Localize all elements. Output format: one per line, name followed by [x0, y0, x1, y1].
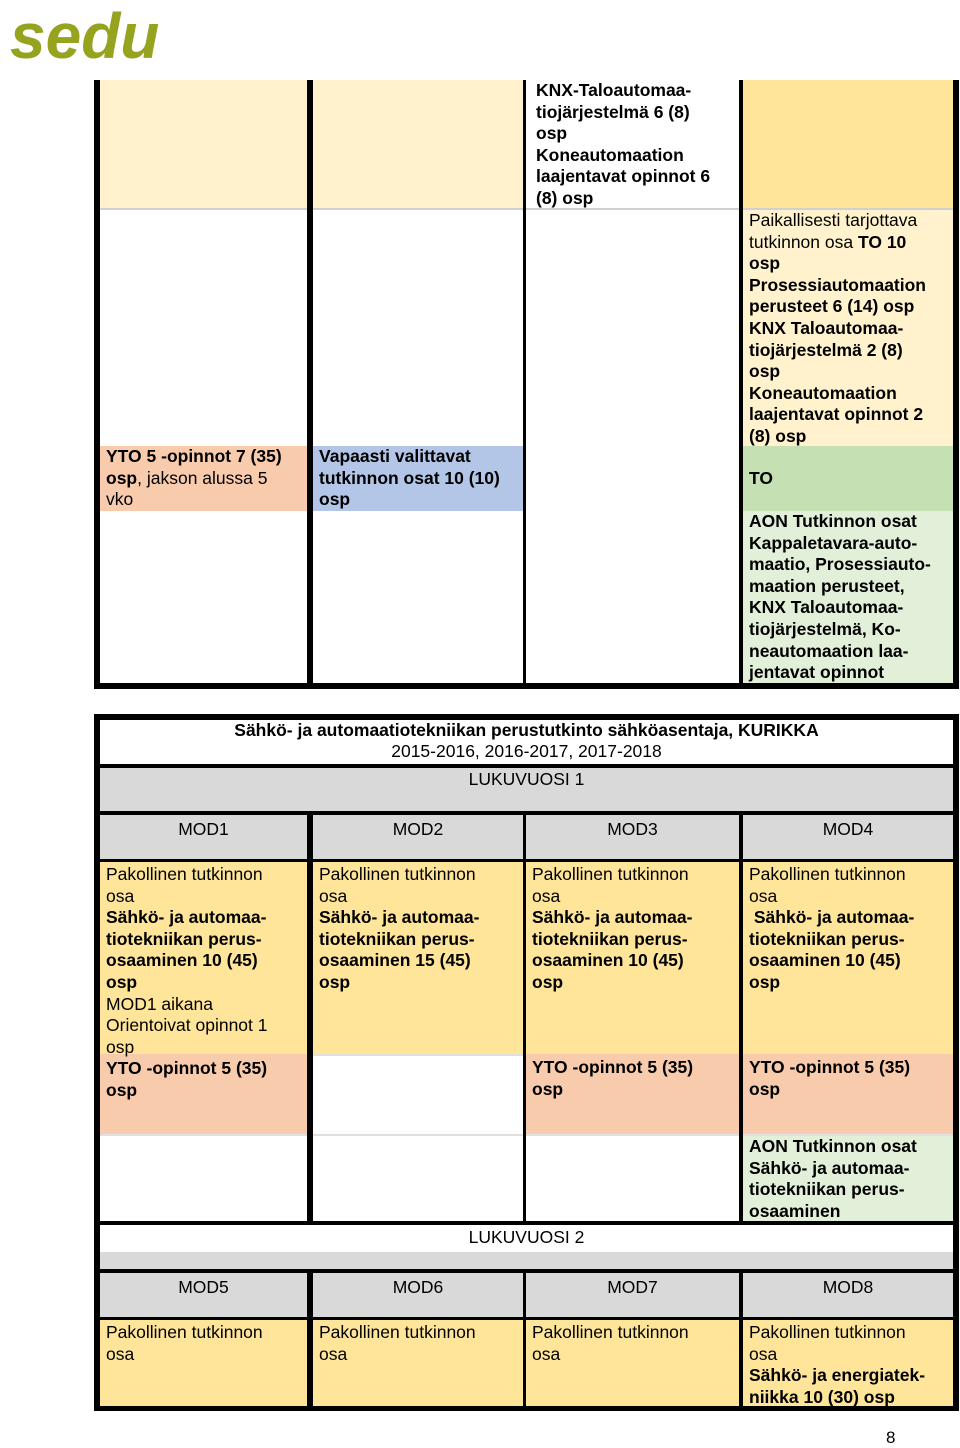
- mod1-header: MOD1: [178, 819, 229, 839]
- sedu-logo: [8, 2, 178, 64]
- knx-course-block: KNX-Taloautomaa- tiojärjestelmä 6 (8) osp Koneautomaation laajentavat opinnot 6 (8) osp: [536, 80, 711, 208]
- free-choice-block: Vapaasti valittavat tutkinnon osat 10 (10) osp: [319, 446, 500, 510]
- aon-block: AON Tutkinnon osat Kappaletavara-auto- maatio, Prosessiauto- maation perusteet, KNX Taloautomaa- tiojärjestelmä, Ko- neautomaation laa- jentavat opinnot: [749, 511, 931, 683]
- year2-label: LUKUVUOSI 2: [468, 1227, 585, 1247]
- mod2-content: Pakollinen tutkinnon osa Sähkö- ja automaa- tiotekniikan perus- osaaminen 15 (45) osp: [319, 864, 480, 992]
- sedu-logo-wordmark: [8, 2, 178, 64]
- mod8-header: MOD8: [822, 1277, 874, 1297]
- mod4-content: Pakollinen tutkinnon osa Sähkö- ja automaa- tiotekniikan perus- osaaminen 10 (45) osp: [749, 864, 915, 992]
- mod5-header: MOD5: [178, 1277, 229, 1297]
- mod3-header: MOD3: [607, 819, 658, 839]
- mod6-header: MOD6: [392, 1277, 444, 1297]
- degree-title: Sähkö- ja automaatiotekniikan perustutkinto sähköasentaja, KURIKKA: [234, 720, 819, 740]
- svg-text:sedu: sedu: [10, 2, 160, 64]
- mod7-header: MOD7: [607, 1277, 658, 1297]
- mod4-header: MOD4: [822, 819, 874, 839]
- local-module-block: Paikallisesti tarjottava tutkinnon osa TO 10 osp Prosessiautomaation perusteet 6 (14) osp KNX Taloautomaa- tiojärjestelmä 2 (8) osp Koneautomaation laajentavat opinnot 2 (8) osp: [749, 210, 926, 446]
- mod7-content: Pakollinen tutkinnon osa: [532, 1322, 689, 1364]
- mod5-content: Pakollinen tutkinnon osa: [106, 1322, 263, 1364]
- mod4-yto: YTO -opinnot 5 (35) osp: [749, 1057, 911, 1099]
- academic-years: 2015-2016, 2016-2017, 2017-2018: [391, 741, 662, 761]
- mod4-aon: AON Tutkinnon osat Sähkö- ja automaa- tiotekniikan perus- osaaminen: [749, 1136, 917, 1221]
- to-label: TO: [749, 468, 773, 488]
- yto-block: YTO 5 -opinnot 7 (35) osp, jakson alussa 5 vko: [106, 446, 282, 510]
- mod3-yto: YTO -opinnot 5 (35) osp: [532, 1057, 694, 1099]
- mod2-header: MOD2: [392, 819, 444, 839]
- year1-label: LUKUVUOSI 1: [468, 769, 585, 789]
- mod1-content: Pakollinen tutkinnon osa Sähkö- ja automaa- tiotekniikan perus- osaaminen 10 (45) osp MOD1 aikana Orientoivat opinnot 1 osp YTO -opinnot 5 (35) osp: [106, 864, 268, 1100]
- page-number: 8: [886, 1428, 896, 1447]
- mod3-content: Pakollinen tutkinnon osa Sähkö- ja automaa- tiotekniikan perus- osaaminen 10 (45) osp: [532, 864, 693, 992]
- mod6-content: Pakollinen tutkinnon osa: [319, 1322, 476, 1364]
- mod8-content: Pakollinen tutkinnon osa Sähkö- ja energiatek- niikka 10 (30) osp: [749, 1322, 926, 1407]
